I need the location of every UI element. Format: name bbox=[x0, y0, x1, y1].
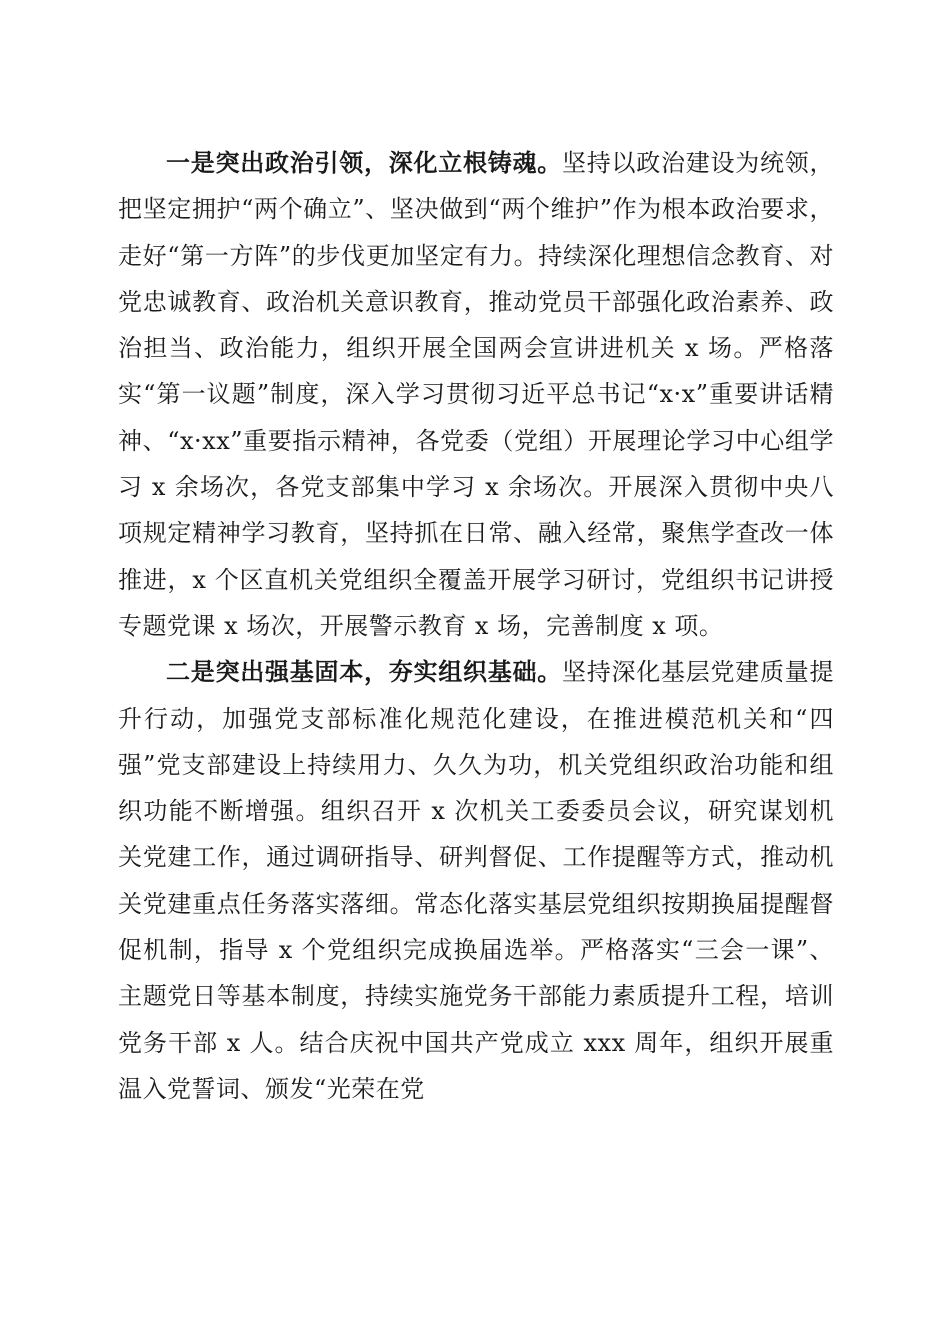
paragraph-organization-foundation bbox=[118, 649, 834, 1112]
paragraph-lead: 二是突出强基固本，夯实组织基础。 bbox=[166, 657, 562, 687]
document-body bbox=[118, 140, 834, 1112]
paragraph-lead: 一是突出政治引领，深化立根铸魂。 bbox=[166, 148, 562, 177]
paragraph-text: 坚持深化基层党建质量提升行动，加强党支部标准化规范化建设，在推进模范机关和“四强”党支部建设上持续用力、久久为功，机关党组织政治功能和组织功能不断增强。组织召开 x 次机关工委委员会议，研究谋划机关党建工作，通过调研指导、研判督促、工作提醒等方式，推动机关党建重点任务落实落细。常态化落实基层党组织按期换届提醒督促机制，指导 x 个党组织完成换届选举。严格落实“三会一课”、主题党日等基本制度，持续实施党务干部能力素质提升工程，培训党务干部 x 人。结合庆祝中国共产党成立 xxx 周年，组织开展重温入党誓词、颁发“光荣在党 bbox=[118, 658, 834, 1103]
paragraph-text: 坚持以政治建设为统领，把坚定拥护“两个确立”、坚决做到“两个维护”作为根本政治要求，走好“第一方阵”的步伐更加坚定有力。持续深化理想信念教育、对党忠诚教育、政治机关意识教育，推动党员干部强化政治素养、政治担当、政治能力，组织开展全国两会宣讲进机关 x 场。严格落实“第一议题”制度，深入学习贯彻习近平总书记“x·x”重要讲话精神、“x·xx”重要指示精神，各党委（党组）开展理论学习中心组学习 x 余场次，各党支部集中学习 x 余场次。开展深入贯彻中央八项规定精神学习教育，坚持抓在日常、融入经常，聚焦学查改一体推进，x 个区直机关党组织全覆盖开展学习研讨，党组织书记讲授专题党课 x 场次，开展警示教育 x 场，完善制度 x 项。 bbox=[118, 149, 834, 640]
paragraph-political-leadership bbox=[118, 140, 834, 649]
